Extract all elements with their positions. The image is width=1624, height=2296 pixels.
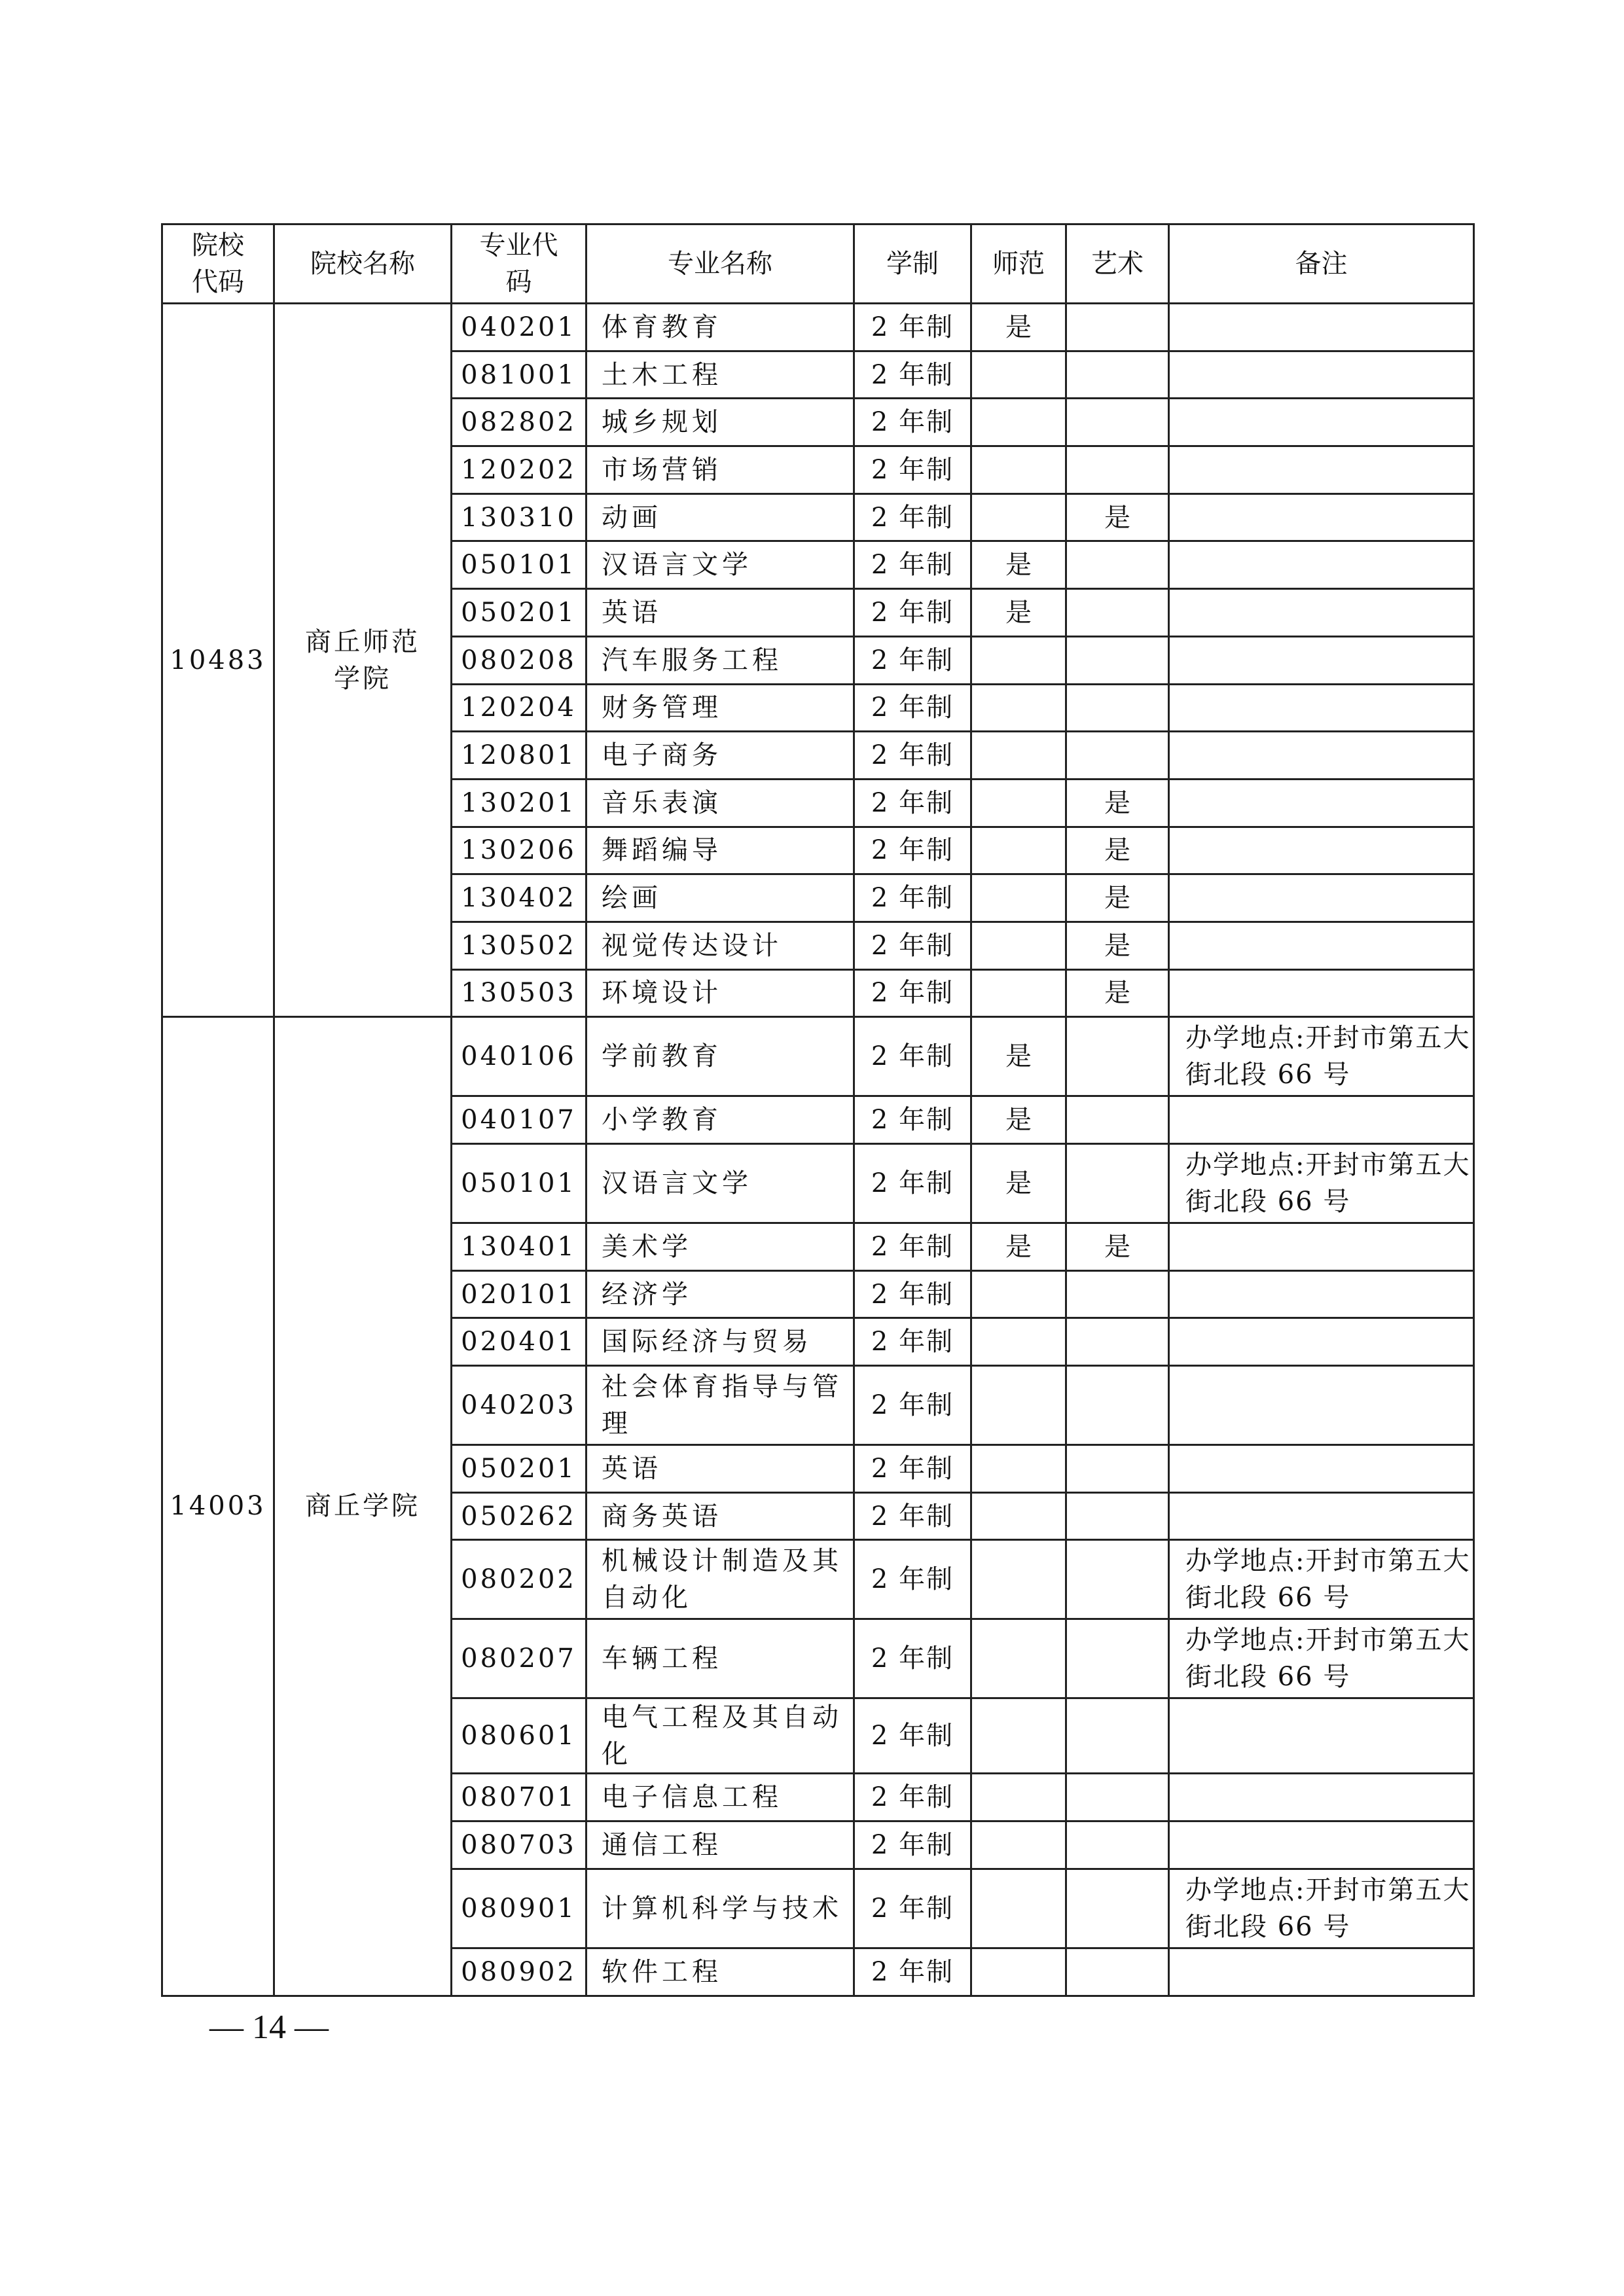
header-major-name: 专业名称 <box>586 224 854 304</box>
normal-flag-cell: 是 <box>971 1017 1066 1096</box>
table-row <box>162 1017 1474 1096</box>
art-flag-cell: 是 <box>1066 779 1169 827</box>
note-cell <box>1169 684 1474 732</box>
normal-flag-cell <box>971 1619 1066 1698</box>
duration-cell: 2 年制 <box>854 1366 971 1445</box>
major-name-cell: 车辆工程 <box>586 1619 854 1698</box>
normal-flag-cell <box>971 684 1066 732</box>
table-body <box>162 304 1474 1996</box>
table-header-row <box>162 224 1474 304</box>
art-flag-cell <box>1066 1619 1169 1698</box>
duration-cell: 2 年制 <box>854 1821 971 1869</box>
note-cell <box>1169 446 1474 494</box>
major-name-cell: 视觉传达设计 <box>586 922 854 969</box>
major-code-cell: 080601 <box>452 1698 586 1774</box>
note-cell <box>1169 1366 1474 1445</box>
header-school-name: 院校名称 <box>274 224 452 304</box>
art-flag-cell: 是 <box>1066 874 1169 922</box>
major-code-cell: 050201 <box>452 1445 586 1493</box>
major-name-cell: 电子商务 <box>586 732 854 780</box>
art-flag-cell <box>1066 1492 1169 1540</box>
art-flag-cell <box>1066 1017 1169 1096</box>
major-code-cell: 040107 <box>452 1096 586 1144</box>
duration-cell: 2 年制 <box>854 493 971 541</box>
art-flag-cell <box>1066 1948 1169 1996</box>
note-cell <box>1169 589 1474 637</box>
art-flag-cell: 是 <box>1066 827 1169 874</box>
major-code-cell: 130401 <box>452 1223 586 1271</box>
normal-flag-cell: 是 <box>971 304 1066 351</box>
major-name-cell: 小学教育 <box>586 1096 854 1144</box>
normal-flag-cell: 是 <box>971 1223 1066 1271</box>
art-flag-cell <box>1066 1869 1169 1948</box>
normal-flag-cell <box>971 1492 1066 1540</box>
duration-cell: 2 年制 <box>854 922 971 969</box>
note-cell <box>1169 399 1474 446</box>
normal-flag-cell <box>971 636 1066 684</box>
art-flag-cell: 是 <box>1066 1223 1169 1271</box>
art-flag-cell <box>1066 636 1169 684</box>
art-flag-cell <box>1066 1821 1169 1869</box>
duration-cell: 2 年制 <box>854 1774 971 1821</box>
major-name-cell: 绘画 <box>586 874 854 922</box>
normal-flag-cell <box>971 1540 1066 1619</box>
note-cell <box>1169 1821 1474 1869</box>
major-name-cell: 国际经济与贸易 <box>586 1318 854 1366</box>
header-major-code: 专业代码 <box>452 224 586 304</box>
normal-flag-cell <box>971 779 1066 827</box>
note-cell <box>1169 779 1474 827</box>
note-cell <box>1169 1774 1474 1821</box>
duration-cell: 2 年制 <box>854 1869 971 1948</box>
major-name-cell: 舞蹈编导 <box>586 827 854 874</box>
note-cell <box>1169 304 1474 351</box>
note-cell: 办学地点:开封市第五大街北段 66 号 <box>1169 1869 1474 1948</box>
note-cell <box>1169 922 1474 969</box>
major-code-cell: 080703 <box>452 1821 586 1869</box>
major-code-cell: 040106 <box>452 1017 586 1096</box>
duration-cell: 2 年制 <box>854 446 971 494</box>
art-flag-cell <box>1066 684 1169 732</box>
art-flag-cell <box>1066 351 1169 399</box>
table-row <box>162 304 1474 351</box>
normal-flag-cell <box>971 732 1066 780</box>
art-flag-cell <box>1066 446 1169 494</box>
duration-cell: 2 年制 <box>854 779 971 827</box>
major-name-cell: 汉语言文学 <box>586 1144 854 1223</box>
note-cell <box>1169 874 1474 922</box>
duration-cell: 2 年制 <box>854 636 971 684</box>
major-name-cell: 美术学 <box>586 1223 854 1271</box>
duration-cell: 2 年制 <box>854 827 971 874</box>
duration-cell: 2 年制 <box>854 1445 971 1493</box>
note-cell: 办学地点:开封市第五大街北段 66 号 <box>1169 1540 1474 1619</box>
art-flag-cell <box>1066 304 1169 351</box>
note-cell <box>1169 1948 1474 1996</box>
art-flag-cell: 是 <box>1066 493 1169 541</box>
page-number: — 14 — <box>209 2009 329 2046</box>
note-cell: 办学地点:开封市第五大街北段 66 号 <box>1169 1144 1474 1223</box>
art-flag-cell <box>1066 1445 1169 1493</box>
duration-cell: 2 年制 <box>854 1948 971 1996</box>
art-flag-cell: 是 <box>1066 969 1169 1017</box>
school-code-cell: 14003 <box>162 1017 274 1996</box>
duration-cell: 2 年制 <box>854 1096 971 1144</box>
duration-cell: 2 年制 <box>854 1619 971 1698</box>
majors-table <box>161 223 1475 1997</box>
note-cell <box>1169 636 1474 684</box>
major-name-cell: 英语 <box>586 1445 854 1493</box>
duration-cell: 2 年制 <box>854 684 971 732</box>
major-name-cell: 软件工程 <box>586 1948 854 1996</box>
major-name-cell: 电子信息工程 <box>586 1774 854 1821</box>
major-name-cell: 通信工程 <box>586 1821 854 1869</box>
art-flag-cell <box>1066 1366 1169 1445</box>
duration-cell: 2 年制 <box>854 541 971 589</box>
major-name-cell: 计算机科学与技术 <box>586 1869 854 1948</box>
art-flag-cell <box>1066 1144 1169 1223</box>
major-name-cell: 城乡规划 <box>586 399 854 446</box>
school-code-cell: 10483 <box>162 304 274 1017</box>
major-name-cell: 市场营销 <box>586 446 854 494</box>
major-name-cell: 体育教育 <box>586 304 854 351</box>
school-name-cell: 商丘学院 <box>274 1017 452 1996</box>
duration-cell: 2 年制 <box>854 399 971 446</box>
header-duration: 学制 <box>854 224 971 304</box>
note-cell: 办学地点:开封市第五大街北段 66 号 <box>1169 1017 1474 1096</box>
note-cell <box>1169 541 1474 589</box>
major-code-cell: 130310 <box>452 493 586 541</box>
major-code-cell: 080208 <box>452 636 586 684</box>
normal-flag-cell <box>971 1270 1066 1318</box>
note-cell <box>1169 732 1474 780</box>
major-name-cell: 电气工程及其自动化 <box>586 1698 854 1774</box>
major-name-cell: 音乐表演 <box>586 779 854 827</box>
major-code-cell: 040201 <box>452 304 586 351</box>
note-cell <box>1169 1492 1474 1540</box>
major-name-cell: 机械设计制造及其自动化 <box>586 1540 854 1619</box>
major-code-cell: 130502 <box>452 922 586 969</box>
duration-cell: 2 年制 <box>854 1318 971 1366</box>
duration-cell: 2 年制 <box>854 1144 971 1223</box>
duration-cell: 2 年制 <box>854 589 971 637</box>
art-flag-cell <box>1066 1096 1169 1144</box>
major-code-cell: 082802 <box>452 399 586 446</box>
note-cell <box>1169 827 1474 874</box>
major-code-cell: 080902 <box>452 1948 586 1996</box>
major-code-cell: 081001 <box>452 351 586 399</box>
art-flag-cell <box>1066 1270 1169 1318</box>
art-flag-cell <box>1066 589 1169 637</box>
normal-flag-cell <box>971 1869 1066 1948</box>
art-flag-cell <box>1066 1318 1169 1366</box>
normal-flag-cell <box>971 874 1066 922</box>
normal-flag-cell <box>971 1698 1066 1774</box>
normal-flag-cell <box>971 446 1066 494</box>
major-code-cell: 080701 <box>452 1774 586 1821</box>
major-name-cell: 社会体育指导与管理 <box>586 1366 854 1445</box>
normal-flag-cell <box>971 969 1066 1017</box>
major-code-cell: 050101 <box>452 541 586 589</box>
normal-flag-cell <box>971 1318 1066 1366</box>
normal-flag-cell: 是 <box>971 541 1066 589</box>
major-code-cell: 130503 <box>452 969 586 1017</box>
major-name-cell: 动画 <box>586 493 854 541</box>
note-cell <box>1169 1270 1474 1318</box>
duration-cell: 2 年制 <box>854 1017 971 1096</box>
major-name-cell: 商务英语 <box>586 1492 854 1540</box>
note-cell <box>1169 969 1474 1017</box>
normal-flag-cell <box>971 399 1066 446</box>
major-code-cell: 130206 <box>452 827 586 874</box>
note-cell <box>1169 351 1474 399</box>
normal-flag-cell <box>971 351 1066 399</box>
major-name-cell: 汽车服务工程 <box>586 636 854 684</box>
art-flag-cell: 是 <box>1066 922 1169 969</box>
major-name-cell: 经济学 <box>586 1270 854 1318</box>
major-name-cell: 英语 <box>586 589 854 637</box>
header-art: 艺术 <box>1066 224 1169 304</box>
duration-cell: 2 年制 <box>854 1698 971 1774</box>
duration-cell: 2 年制 <box>854 304 971 351</box>
art-flag-cell <box>1066 1698 1169 1774</box>
art-flag-cell <box>1066 1540 1169 1619</box>
major-name-cell: 环境设计 <box>586 969 854 1017</box>
normal-flag-cell: 是 <box>971 1144 1066 1223</box>
duration-cell: 2 年制 <box>854 874 971 922</box>
major-code-cell: 050262 <box>452 1492 586 1540</box>
note-cell <box>1169 1096 1474 1144</box>
major-code-cell: 120202 <box>452 446 586 494</box>
normal-flag-cell <box>971 1821 1066 1869</box>
major-code-cell: 080202 <box>452 1540 586 1619</box>
major-code-cell: 120801 <box>452 732 586 780</box>
major-name-cell: 学前教育 <box>586 1017 854 1096</box>
duration-cell: 2 年制 <box>854 1270 971 1318</box>
major-code-cell: 020401 <box>452 1318 586 1366</box>
note-cell <box>1169 1445 1474 1493</box>
art-flag-cell <box>1066 399 1169 446</box>
duration-cell: 2 年制 <box>854 1540 971 1619</box>
school-name-cell: 商丘师范学院 <box>274 304 452 1017</box>
art-flag-cell <box>1066 732 1169 780</box>
normal-flag-cell <box>971 922 1066 969</box>
normal-flag-cell <box>971 493 1066 541</box>
major-code-cell: 120204 <box>452 684 586 732</box>
major-name-cell: 财务管理 <box>586 684 854 732</box>
note-cell: 办学地点:开封市第五大街北段 66 号 <box>1169 1619 1474 1698</box>
normal-flag-cell <box>971 1445 1066 1493</box>
major-code-cell: 080901 <box>452 1869 586 1948</box>
major-code-cell: 050101 <box>452 1144 586 1223</box>
normal-flag-cell <box>971 1366 1066 1445</box>
duration-cell: 2 年制 <box>854 1492 971 1540</box>
note-cell <box>1169 1318 1474 1366</box>
art-flag-cell <box>1066 1774 1169 1821</box>
major-code-cell: 080207 <box>452 1619 586 1698</box>
normal-flag-cell: 是 <box>971 589 1066 637</box>
note-cell <box>1169 1698 1474 1774</box>
header-note: 备注 <box>1169 224 1474 304</box>
art-flag-cell <box>1066 541 1169 589</box>
duration-cell: 2 年制 <box>854 351 971 399</box>
major-code-cell: 020101 <box>452 1270 586 1318</box>
major-name-cell: 土木工程 <box>586 351 854 399</box>
major-code-cell: 050201 <box>452 589 586 637</box>
major-code-cell: 130402 <box>452 874 586 922</box>
major-code-cell: 040203 <box>452 1366 586 1445</box>
duration-cell: 2 年制 <box>854 969 971 1017</box>
note-cell <box>1169 493 1474 541</box>
normal-flag-cell: 是 <box>971 1096 1066 1144</box>
duration-cell: 2 年制 <box>854 1223 971 1271</box>
normal-flag-cell <box>971 827 1066 874</box>
header-normal: 师范 <box>971 224 1066 304</box>
duration-cell: 2 年制 <box>854 732 971 780</box>
note-cell <box>1169 1223 1474 1271</box>
header-school-code: 院校代码 <box>162 224 274 304</box>
normal-flag-cell <box>971 1948 1066 1996</box>
normal-flag-cell <box>971 1774 1066 1821</box>
major-name-cell: 汉语言文学 <box>586 541 854 589</box>
major-code-cell: 130201 <box>452 779 586 827</box>
